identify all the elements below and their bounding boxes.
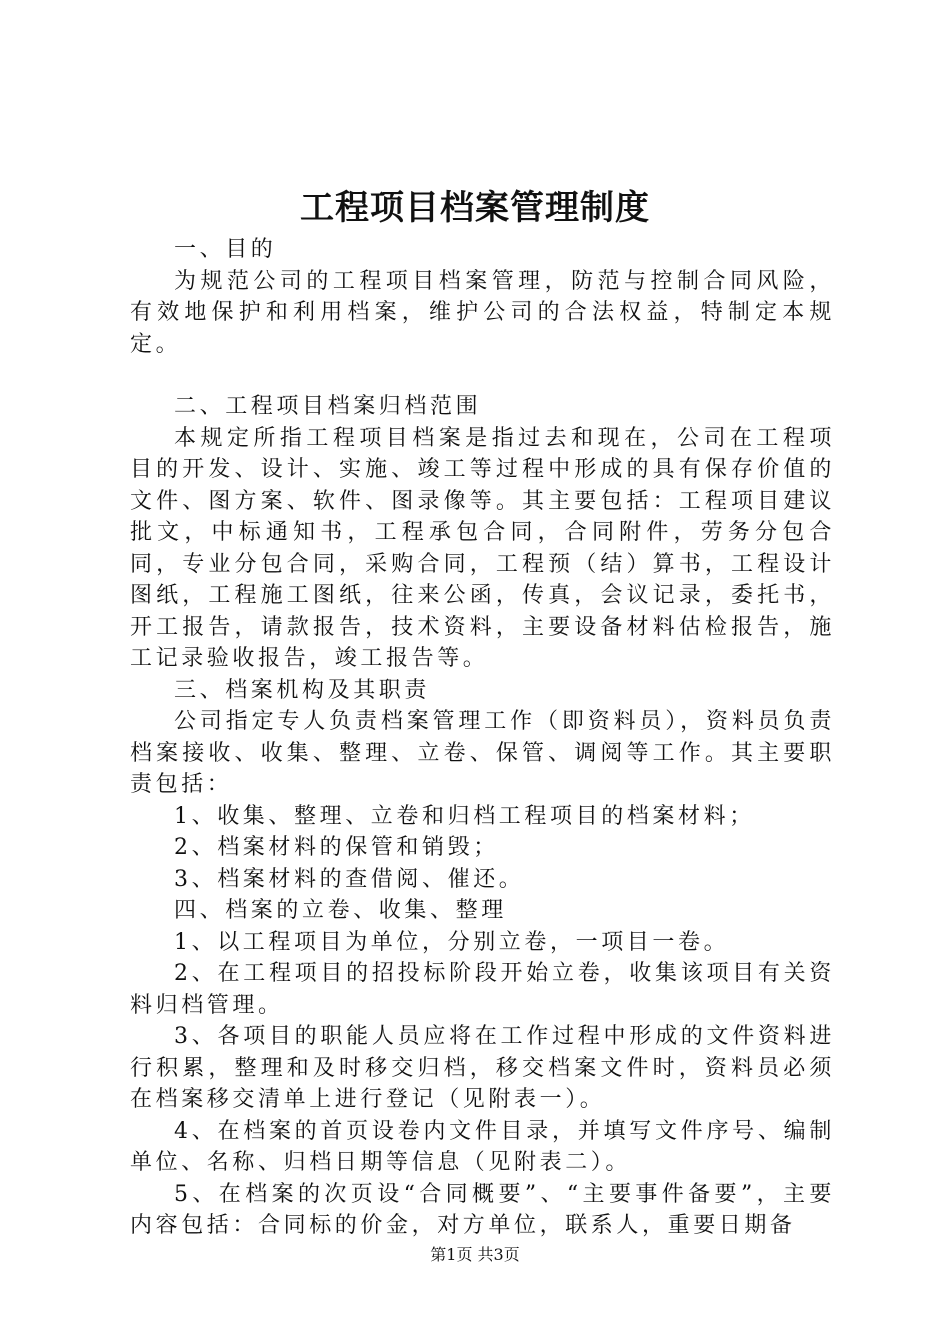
document-title: 工程项目档案管理制度 <box>300 188 650 228</box>
list-item-filing-2: 2、在工程项目的招投标阶段开始立卷，收集该项目有关资料归档管理。 <box>130 961 835 1018</box>
paragraph-organization: 公司指定专人负责档案管理工作（即资料员），资料员负责档案接收、收集、整理、立卷、保管、调阅等工作。其主要职责包括： <box>130 709 835 797</box>
list-item-duty-3: 3、档案材料的查借阅、催还。 <box>174 866 525 892</box>
list-item-filing-5: 5、在档案的次页设“合同概要”、“主要事件备要”，主要内容包括：合同标的价金，对方单位，联系人，重要日期备 <box>130 1181 835 1238</box>
section-heading-organization: 三、档案机构及其职责 <box>174 677 431 703</box>
section-heading-filing: 四、档案的立卷、收集、整理 <box>174 898 507 923</box>
paragraph-purpose: 为规范公司的工程项目档案管理，防范与控制合同风险，有效地保护和利用档案，维护公司的合法权益，特制定本规定。 <box>130 268 835 357</box>
list-item-filing-3: 3、各项目的职能人员应将在工作过程中形成的文件资料进行积累，整理和及时移交归档，移交档案文件时，资料员必须在档案移交清单上进行登记（见附表一）。 <box>130 1024 835 1112</box>
paragraph-scope: 本规定所指工程项目档案是指过去和现在，公司在工程项目的开发、设计、实施、竣工等过程中形成的具有保存价值的文件、图方案、软件、图录像等。其主要包括：工程项目建议批文，中标通知书，工程承包合同，合同附件，劳务分包合同，专业分包合同，采购合同，工程预（结）算书，工程设计图纸，工程施工图纸，往来公函，传真，会议记录，委托书，开工报告，请款报告，技术资料，主要设备材料估检报告，施工记录验收报告，竣工报告等。 <box>130 425 835 671</box>
document-body <box>130 234 835 1242</box>
list-item-duty-1: 1、收集、整理、立卷和归档工程项目的档案材料； <box>174 803 755 829</box>
section-heading-scope: 二、工程项目档案归档范围 <box>174 394 482 419</box>
page-number: 第1页 共3页 <box>430 1245 520 1264</box>
list-item-filing-1: 1、以工程项目为单位，分别立卷，一项目一卷。 <box>174 929 730 955</box>
list-item-filing-4: 4、在档案的首页设卷内文件目录，并填写文件序号、编制单位、名称、归档日期等信息（见附表二）。 <box>130 1118 835 1175</box>
section-heading-purpose: 一、目的 <box>174 237 277 262</box>
list-item-duty-2: 2、档案材料的保管和销毁； <box>174 835 499 860</box>
